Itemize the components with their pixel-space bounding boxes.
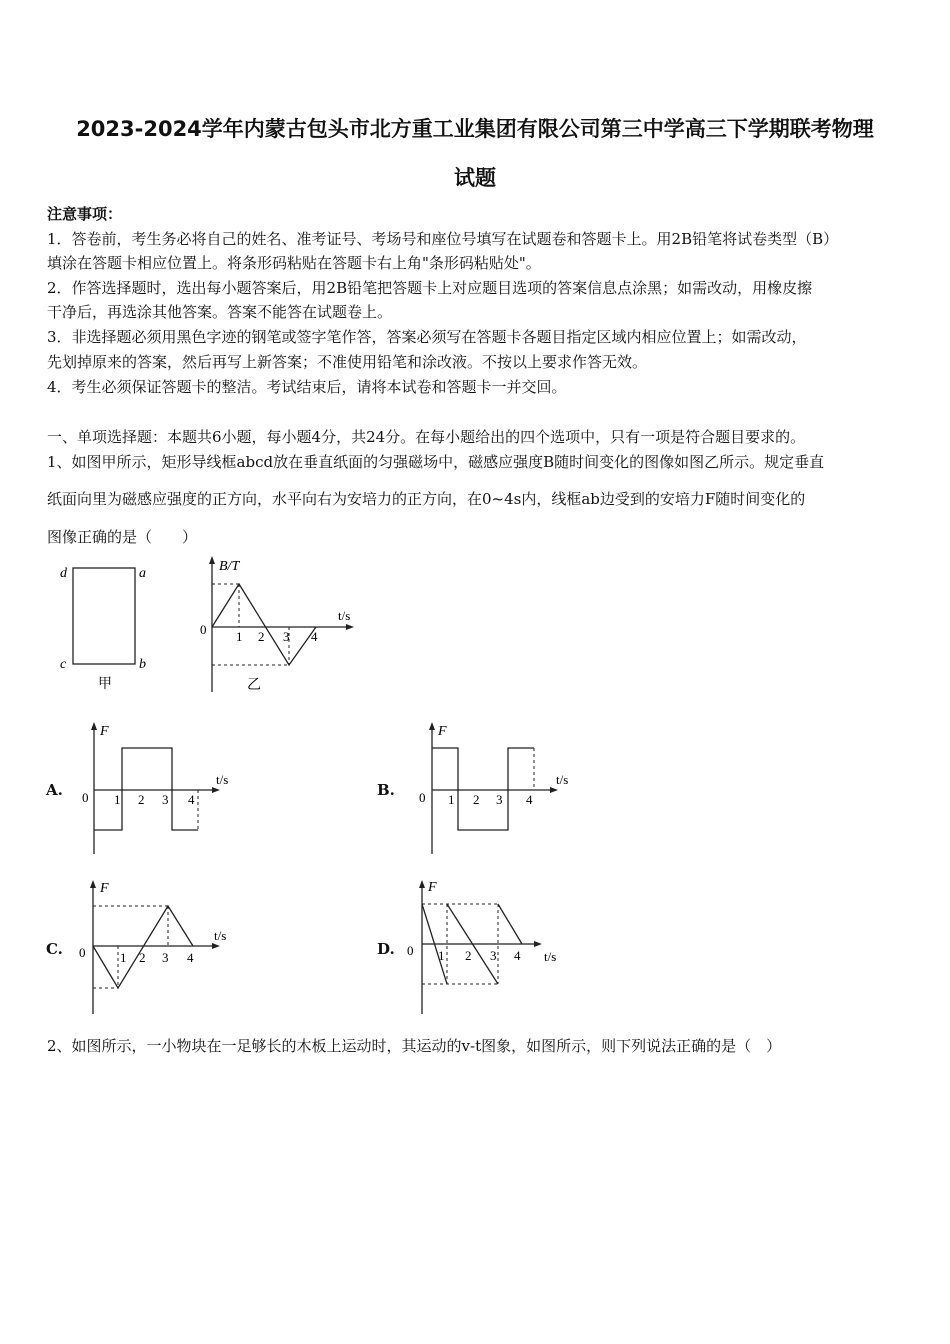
option-c-graph[interactable] xyxy=(78,876,243,1016)
tick-label: 4 xyxy=(311,629,318,644)
b-curve xyxy=(212,584,316,665)
y-label: F xyxy=(438,724,447,739)
label-d: d xyxy=(60,566,67,581)
caption-jia: 甲 xyxy=(98,677,112,692)
tick-label: 4 xyxy=(187,950,194,965)
caption-yi: 乙 xyxy=(247,678,261,693)
x-label: t/s xyxy=(556,772,569,787)
notice-line: 先划掉原来的答案，然后再写上新答案；不准使用铅笔和涂改液。不按以上要求作答无效。 xyxy=(47,353,648,371)
y-arrow xyxy=(419,880,425,888)
option-c-label[interactable]: C. xyxy=(46,940,63,958)
tick-label: 1 xyxy=(448,792,455,807)
x-arrow xyxy=(212,943,220,949)
x-arrow xyxy=(346,624,354,630)
page-title-cont: 试题 xyxy=(454,166,496,190)
x-label: t/s xyxy=(544,949,557,964)
question-1-text: 纸面向里为磁感应强度的正方向，水平向右为安培力的正方向，在0~4s内，线框ab边受到的安培力F随时间变化的 xyxy=(47,490,806,508)
option-b-label[interactable]: B. xyxy=(377,781,395,799)
tick-label: 2 xyxy=(138,792,145,807)
tick-label: 4 xyxy=(188,792,195,807)
question-1-text: 1、如图甲所示，矩形导线框abcd放在垂直纸面的匀强磁场中，磁感应强度B随时间变化的图像如图乙所示。规定垂直 xyxy=(47,453,825,471)
wire-frame xyxy=(73,568,135,664)
tick-label: 1 xyxy=(114,792,121,807)
question-1-text: 图像正确的是（ ） xyxy=(47,528,198,546)
label-b: b xyxy=(139,657,146,672)
notice-line: 填涂在答题卡相应位置上。将条形码粘贴在答题卡右上角"条形码粘贴处"。 xyxy=(47,254,541,272)
origin-label: 0 xyxy=(200,622,207,637)
label-c: c xyxy=(60,657,67,672)
option-b-graph[interactable] xyxy=(416,718,581,858)
notice-line: 3．非选择题必须用黑色字迹的钢笔或签字笔作答，答案必须写在答题卡各题目指定区域内相应位置上；如需改动， xyxy=(47,328,807,346)
x-label: t/s xyxy=(214,928,227,943)
tick-label: 2 xyxy=(139,950,146,965)
y-label: B/T xyxy=(219,559,240,574)
tick-label: 1 xyxy=(120,950,127,965)
origin-label: 0 xyxy=(79,945,86,960)
tick-label: 3 xyxy=(496,792,503,807)
origin-label: 0 xyxy=(82,790,89,805)
tick-label: 3 xyxy=(283,629,290,644)
tick-label: 3 xyxy=(490,948,497,963)
y-arrow xyxy=(209,556,215,564)
tick-label: 4 xyxy=(526,792,533,807)
section-heading: 一、单项选择题：本题共6小题，每小题4分，共24分。在每小题给出的四个选项中，只有一项是符合题目要求的。 xyxy=(47,428,806,446)
page-title: 2023-2024学年内蒙古包头市北方重工业集团有限公司第三中学高三下学期联考物理 xyxy=(76,117,874,141)
x-label: t/s xyxy=(338,608,351,623)
tick-label: 2 xyxy=(465,948,472,963)
notice-line: 1．答卷前，考生务必将自己的姓名、准考证号、考场号和座位号填写在试题卷和答题卡上。用2B铅笔将试卷类型（B） xyxy=(47,230,839,248)
x-arrow xyxy=(212,787,220,793)
notice-heading: 注意事项： xyxy=(47,205,123,223)
origin-label: 0 xyxy=(407,943,414,958)
origin-label: 0 xyxy=(419,790,426,805)
option-a-graph[interactable] xyxy=(78,718,243,858)
label-a: a xyxy=(139,566,146,581)
notice-line: 2．作答选择题时，选出每小题答案后，用2B铅笔把答题卡上对应题目选项的答案信息点涂黑；如需改动，用橡皮擦 xyxy=(47,279,813,297)
notice-line: 4．考生必须保证答题卡的整洁。考试结束后，请将本试卷和答题卡一并交回。 xyxy=(47,378,567,396)
tick-label: 3 xyxy=(162,950,169,965)
y-label: F xyxy=(100,881,109,896)
option-d-graph[interactable] xyxy=(402,876,572,1016)
option-d-label[interactable]: D. xyxy=(377,940,395,958)
f-curve xyxy=(94,748,198,830)
y-arrow xyxy=(91,722,97,730)
tick-label: 1 xyxy=(438,948,445,963)
x-arrow xyxy=(550,787,558,793)
figure-yi xyxy=(195,552,365,697)
tick-label: 3 xyxy=(162,792,169,807)
tick-label: 1 xyxy=(236,629,243,644)
x-arrow xyxy=(534,941,542,947)
y-label: F xyxy=(428,880,437,895)
f-curve xyxy=(93,906,193,988)
x-label: t/s xyxy=(216,772,229,787)
notice-line: 干净后，再选涂其他答案。答案不能答在试题卷上。 xyxy=(47,303,393,321)
option-a-label[interactable]: A. xyxy=(46,781,63,799)
y-label: F xyxy=(100,724,109,739)
f-curve xyxy=(498,904,522,944)
y-arrow xyxy=(90,880,96,888)
tick-label: 2 xyxy=(258,629,265,644)
tick-label: 2 xyxy=(473,792,480,807)
tick-label: 4 xyxy=(514,948,521,963)
figure-jia xyxy=(55,560,165,695)
y-arrow xyxy=(429,722,435,730)
question-2-text: 2、如图所示，一小物块在一足够长的木板上运动时，其运动的v-t图象，如图所示，则下列说法正确的是（ ） xyxy=(47,1037,782,1055)
f-curve xyxy=(432,748,534,830)
